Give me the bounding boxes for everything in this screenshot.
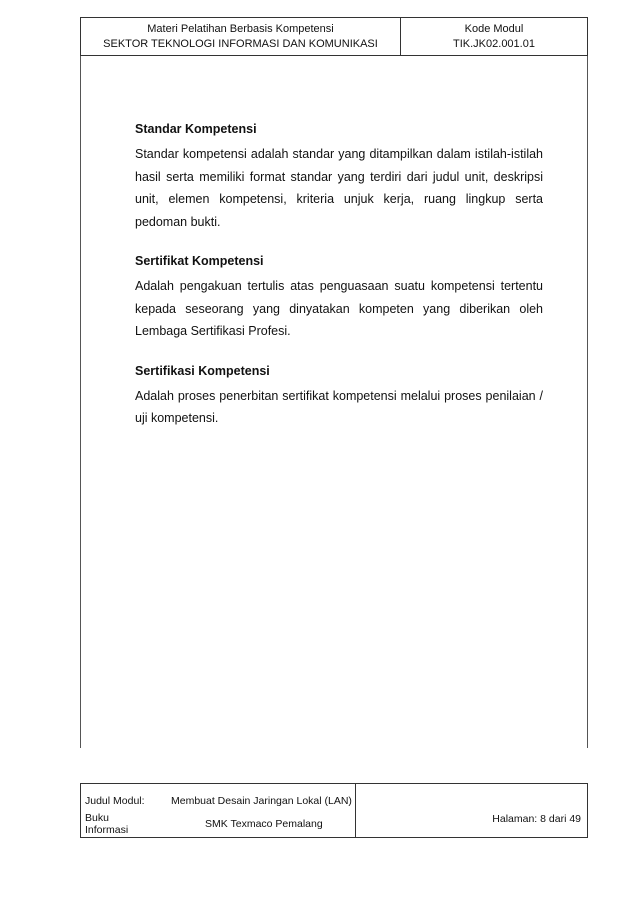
module-code-value: TIK.JK02.001.01	[453, 37, 535, 50]
section-standar-kompetensi	[135, 121, 543, 233]
section-title: Standar Kompetensi	[135, 122, 257, 136]
section-body: Standar kompetensi adalah standar yang ditampilkan dalam istilah-istilah hasil serta memiliki format standar yang terdiri dari judul unit, deskripsi unit, elemen kompetensi, kriteria unjuk kerja, ruang lingkup serta pedoman bukti.	[135, 147, 543, 229]
page-footer	[80, 783, 588, 838]
header-sector: SEKTOR TEKNOLOGI INFORMASI DAN KOMUNIKASI	[103, 37, 378, 50]
footer-row-buku	[85, 814, 355, 834]
page-number: Halaman: 8 dari 49	[492, 813, 581, 825]
header-code-cell	[401, 18, 587, 55]
footer-info-cell	[81, 784, 356, 837]
school-name: SMK Texmaco Pemalang	[205, 818, 323, 830]
judul-modul-label: Judul Modul:	[85, 795, 145, 807]
section-title: Sertifikasi Kompetensi	[135, 363, 270, 378]
section-sertifikat-kompetensi	[135, 253, 543, 343]
buku-informasi-label: Buku Informasi	[85, 812, 129, 836]
header-title-cell	[81, 18, 401, 55]
section-sertifikasi-kompetensi	[135, 363, 543, 430]
section-body: Adalah pengakuan tertulis atas penguasaan suatu kompetensi tertentu kepada seseorang yang dinyatakan kompeten yang diberikan oleh Lembaga Sertifikasi Profesi.	[135, 279, 543, 338]
footer-row-judul	[85, 791, 355, 811]
section-body: Adalah proses penerbitan sertifikat kompetensi melalui proses penilaian / uji kompetensi.	[135, 388, 543, 425]
header-subtitle: Materi Pelatihan Berbasis Kompetensi	[147, 22, 334, 35]
document-body	[135, 121, 543, 450]
judul-modul-value: Membuat Desain Jaringan Lokal (LAN)	[171, 795, 352, 807]
section-title: Sertifikat Kompetensi	[135, 254, 264, 268]
page-header	[80, 17, 588, 56]
footer-page-cell	[356, 784, 587, 837]
left-border-line	[80, 56, 81, 748]
module-code-label: Kode Modul	[464, 22, 524, 35]
right-border-line	[587, 56, 588, 748]
